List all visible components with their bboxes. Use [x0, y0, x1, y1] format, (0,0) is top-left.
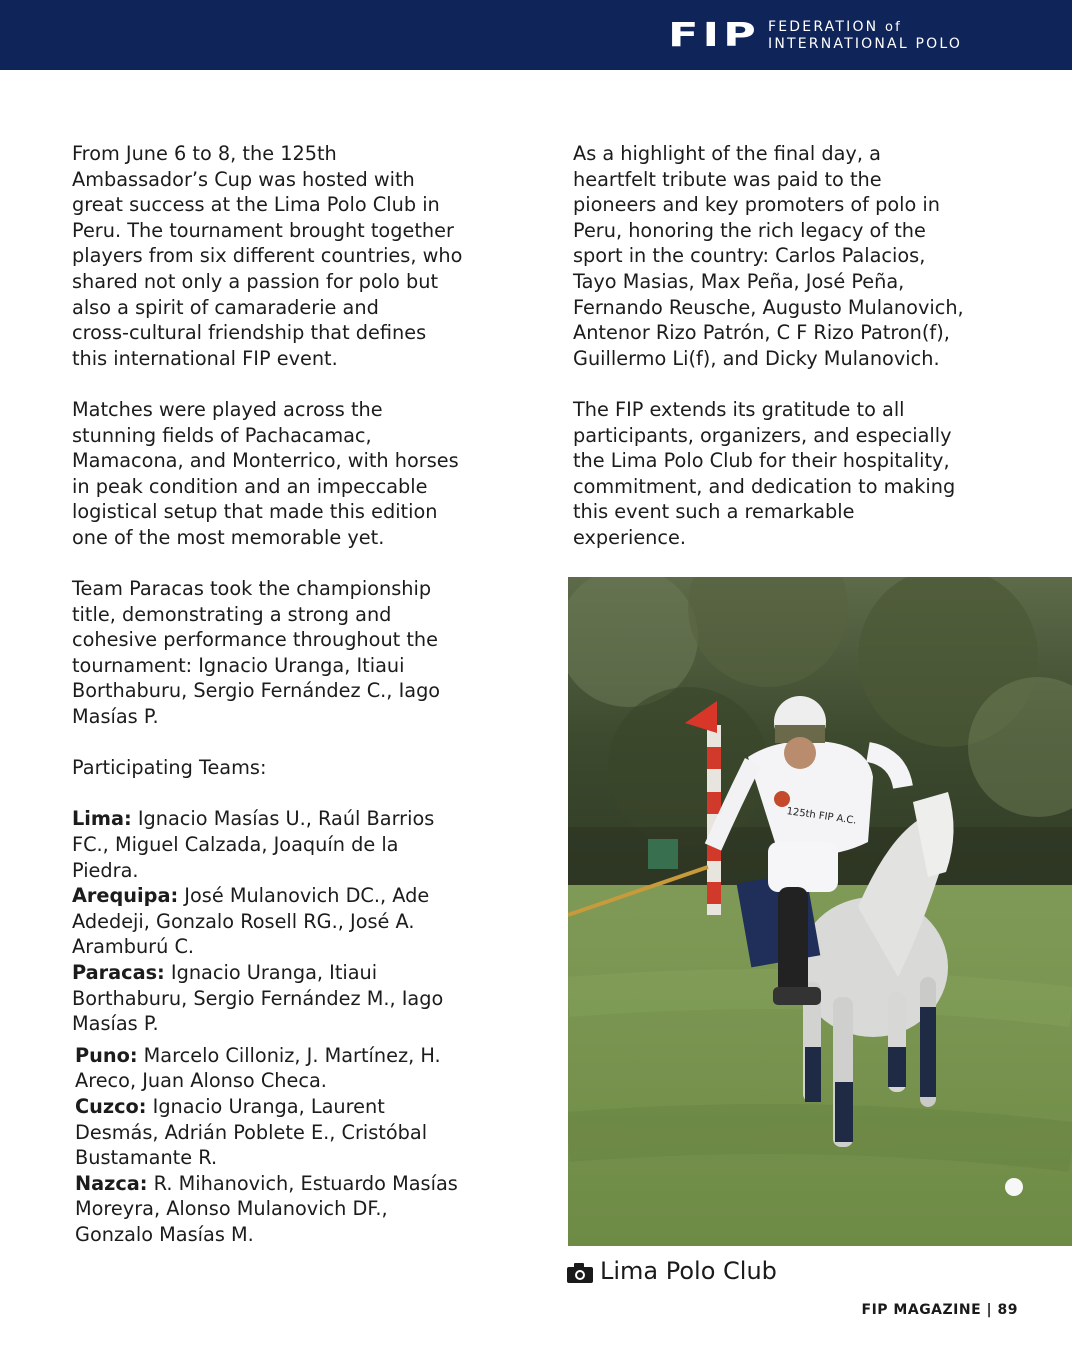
paragraph-matches: Matches were played across the stunning fields of Pachacamac, Mamacona, and Monterrico, with horses in peak condition and an impeccable logistical setup that made this edition one of the most memorable yet. [72, 397, 459, 549]
fip-logo [668, 15, 963, 54]
teams-list-continued [75, 1043, 512, 1248]
caption-text: Lima Polo Club [600, 1257, 777, 1285]
right-column [573, 141, 1013, 576]
team-name: Cuzco: [75, 1094, 147, 1118]
team-entry [72, 960, 512, 1037]
photo-caption [567, 1256, 777, 1286]
paragraph-tribute: As a highlight of the final day, a heartfelt tribute was paid to the pioneers and key promoters of polo in Peru, honoring the rich legacy of the sport in the country: Carlos Palacios, Tayo Masias, Max Peña, José Peña, Fernando Reusche, Augusto Mulanovich, Antenor Rizo Patrón, C F Rizo Patron(f), Guillermo Li(f), and Dicky Mulanovich. [573, 142, 964, 370]
team-entry [72, 806, 512, 883]
team-name: Lima: [72, 807, 132, 831]
paragraph-intro: From June 6 to 8, the 125th Ambassador’s Cup was hosted with great success at the Lima Polo Club in Peru. The tournament brought together players from six different countries, who shared not only a passion for polo but also a spirit of camaraderie and cross-cultural friendship that defines this international FIP event. [72, 142, 463, 370]
team-name: Paracas: [72, 961, 165, 984]
page-header [0, 0, 1072, 70]
logo-line1: FEDERATION [768, 18, 879, 35]
team-members: Ignacio Uranga, Itiaui Borthaburu, Sergio Fernández M., Iago Masías P. [72, 961, 444, 1036]
logo-of: of [885, 19, 902, 35]
shirt-text: 125th FIP A.C. [785, 806, 858, 827]
paragraph-champions: Team Paracas took the championship title, demonstrating a strong and cohesive performance throughout the tournament: Ignacio Uranga, Itiaui Borthaburu, Sergio Fernández C., Iago Masías P. [72, 577, 441, 729]
participating-teams-heading: Participating Teams: [72, 756, 267, 780]
team-name: Puno: [75, 1043, 138, 1067]
team-name: Nazca: [75, 1171, 148, 1195]
team-members: José Mulanovich DC., Ade Adedeji, Gonzalo Rosell RG., José A. Aramburú C. [72, 884, 430, 959]
polo-photo [568, 577, 1072, 1246]
camera-icon [567, 1261, 593, 1281]
team-entry [72, 883, 512, 960]
team-entry [75, 1094, 512, 1171]
team-members: R. Mihanovich, Estuardo Masías Moreyra, Alonso Mulanovich DF., Gonzalo Masías M. [75, 1171, 458, 1246]
team-name: Arequipa: [72, 884, 179, 908]
logo-text [768, 19, 962, 52]
teams-list [72, 806, 512, 1036]
team-entry [75, 1171, 512, 1248]
left-column [72, 141, 512, 1248]
team-members: Marcelo Cilloniz, J. Martínez, H. Areco, Juan Alonso Checa. [75, 1043, 441, 1093]
logo-line2: INTERNATIONAL POLO [768, 35, 963, 52]
team-members: Ignacio Masías U., Raúl Barrios FC., Miguel Calzada, Joaquín de la Piedra. [72, 807, 435, 882]
team-members: Ignacio Uranga, Laurent Desmás, Adrián Poblete E., Cristóbal Bustamante R. [75, 1094, 428, 1170]
paragraph-gratitude: The FIP extends its gratitude to all participants, organizers, and especially the Lima Polo Club for their hospitality, commitment, and dedication to making this event such a remarkable experience. [573, 397, 956, 549]
page-footer: FIP MAGAZINE | 89 [861, 1302, 1018, 1318]
team-entry [75, 1043, 512, 1094]
logo-mark: FIP [668, 15, 760, 54]
